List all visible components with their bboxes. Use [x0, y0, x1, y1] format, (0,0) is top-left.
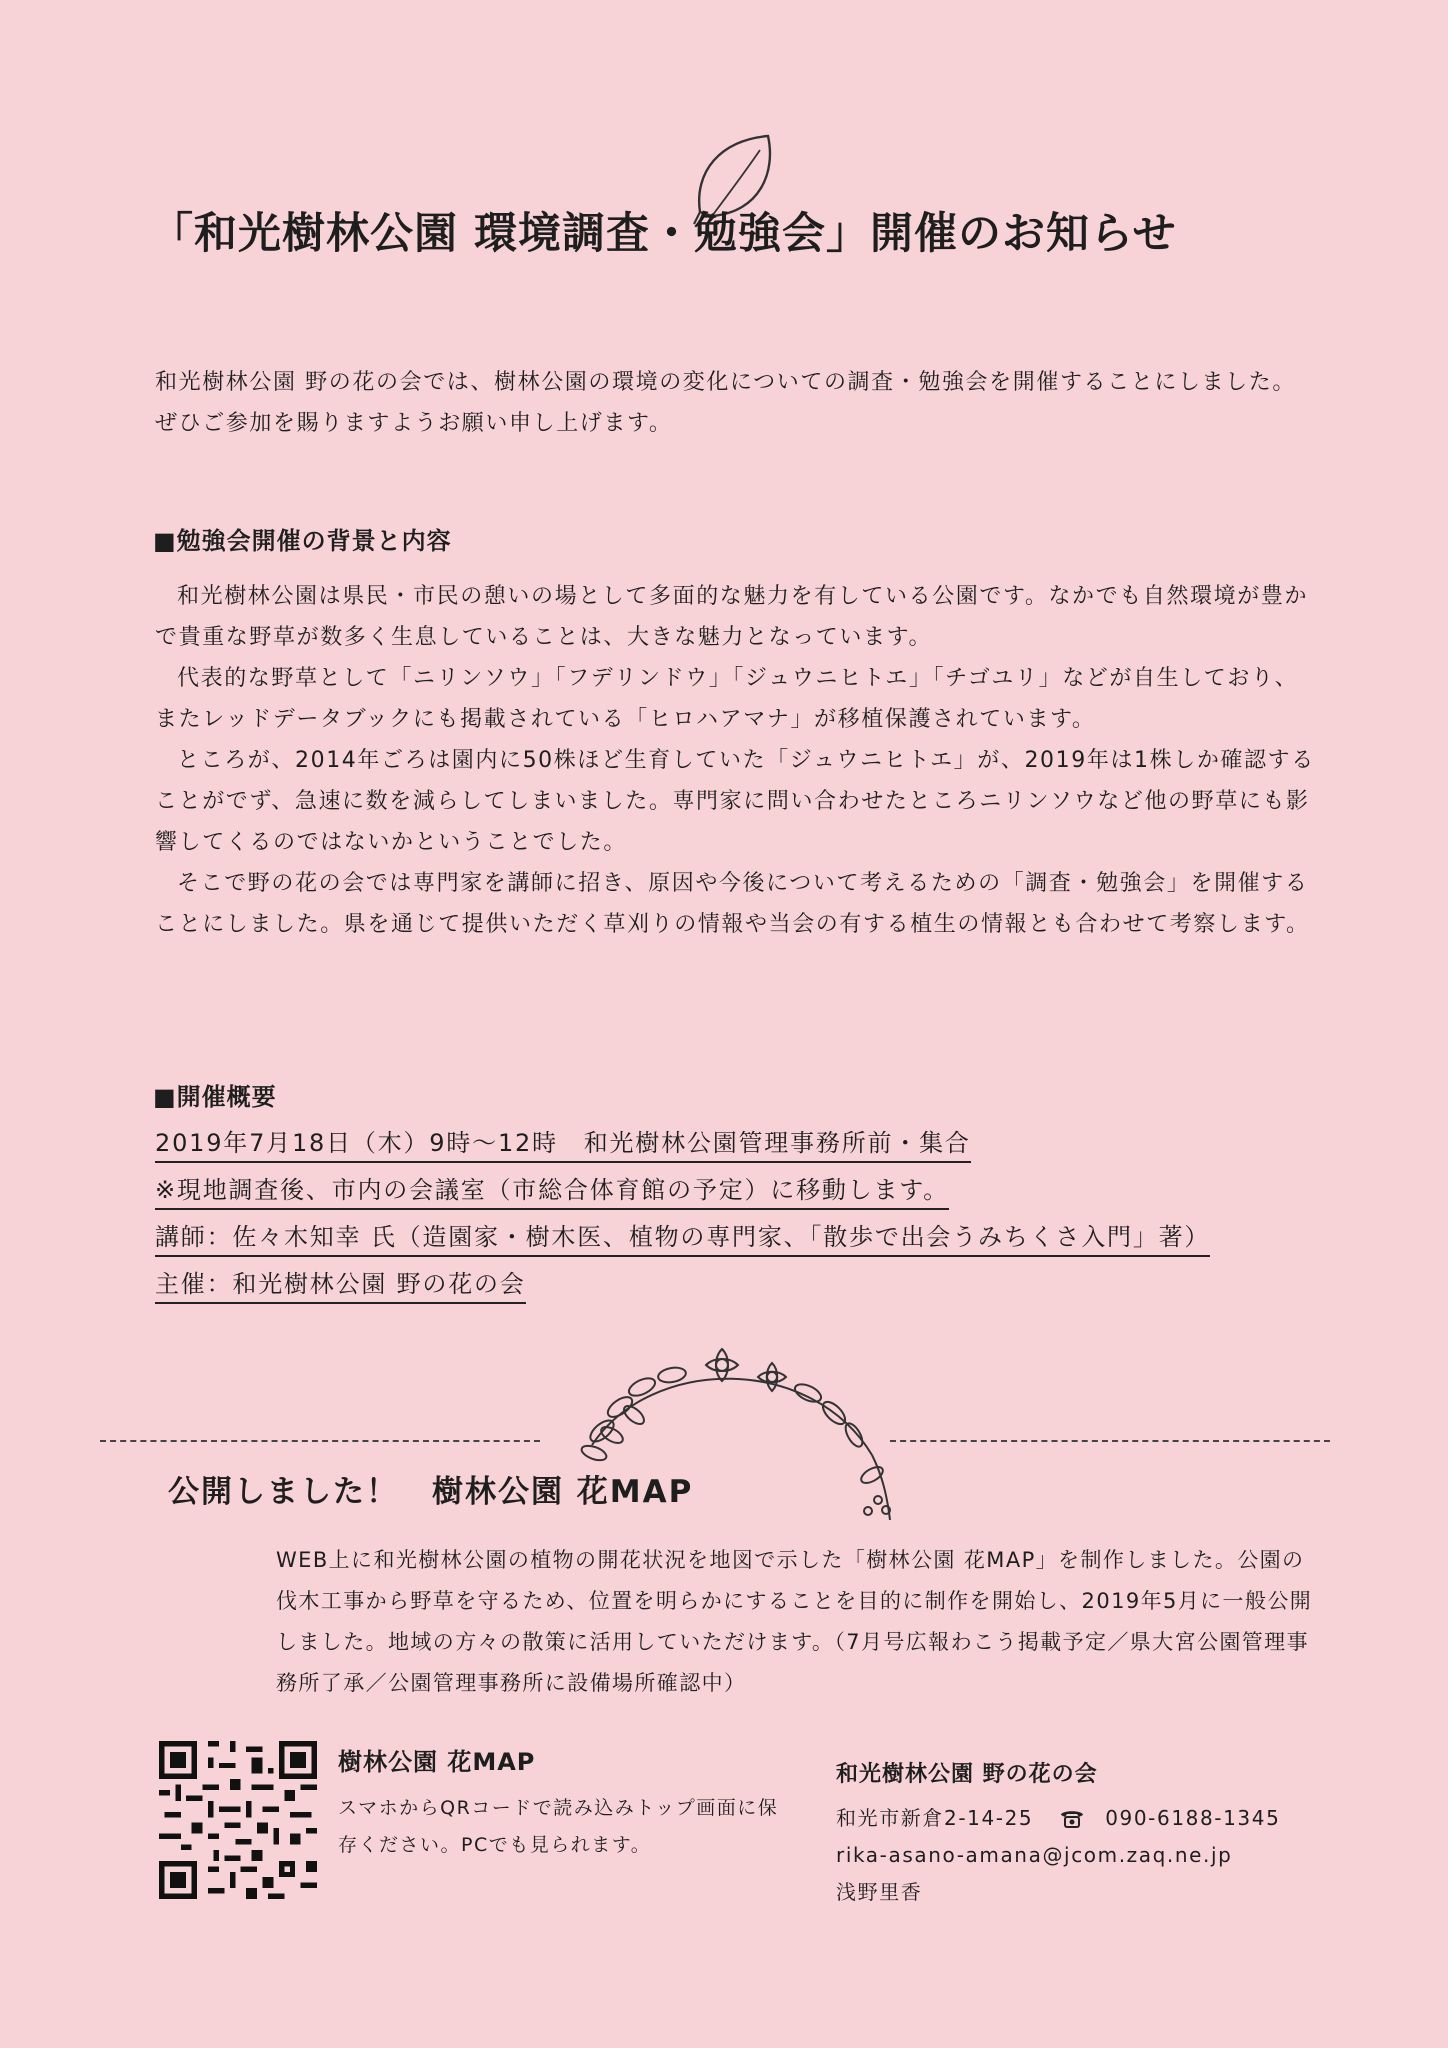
overview-heading: ■開催概要	[153, 1083, 277, 1111]
page-title: 「和光樹林公園 環境調査・勉強会」開催のお知らせ	[150, 209, 1177, 259]
map-section-body: WEB上に和光樹林公園の植物の開花状況を地図で示した「樹林公園 花MAP」を制作しました。公園の伐木工事から野草を守るため、位置を明らかにすることを目的に制作を開始し、2019年5月に一般公開しました。地域の方々の散策に活用していただけます。（7月号広報わこう掲載予定／県大宮公園管理事務所了承／公園管理事務所に設備場所確認中）	[276, 1548, 1313, 1695]
qr-code-icon[interactable]	[159, 1741, 317, 1899]
contact-address-line	[836, 1800, 1316, 1837]
contact-person: 浅野里香	[836, 1880, 923, 1904]
background-paragraph: そこで野の花の会では専門家を講師に招き、原因や今後について考えるための「調査・勉強会」を開催することにしました。県を通じて提供いただく草刈りの情報や当会の有する植生の情報とも合わせて考察します。	[155, 871, 1310, 937]
qr-title: 樹林公園 花MAP	[338, 1748, 536, 1776]
dashed-divider-right	[890, 1440, 1330, 1442]
contact-email[interactable]: rika-asano-amana@jcom.zaq.ne.jp	[836, 1843, 1233, 1867]
qr-instructions: スマホからQRコードで読み込みトップ画面に保存ください。PCでも見られます。	[338, 1797, 779, 1856]
intro-paragraph: 和光樹林公園 野の花の会では、樹林公園の環境の変化についての調査・勉強会を開催することにしました。ぜひご参加を賜りますようお願い申し上げます。	[155, 370, 1296, 436]
contact-organization: 和光樹林公園 野の花の会	[836, 1762, 1098, 1787]
contact-block	[836, 1757, 1316, 1911]
background-heading: ■勉強会開催の背景と内容	[153, 527, 452, 555]
background-paragraph: 和光樹林公園は県民・市民の憩いの場として多面的な魅力を有している公園です。なかでも自然環境が豊かで貴重な野草が数多く生息していることは、大きな魅力となっています。	[155, 584, 1309, 650]
contact-phone[interactable]: 090-6188-1345	[1105, 1806, 1281, 1830]
contact-address: 和光市新倉2-14-25	[836, 1806, 1034, 1830]
background-paragraph: ところが、2014年ごろは園内に50株ほど生育していた「ジュウニヒトエ」が、2019年は1株しか確認することがでず、急速に数を減らしてしまいました。専門家に問い合わせたところニリンソウなど他の野草にも影響してくるのではないかということでした。	[155, 748, 1315, 855]
overview-note-line: ※現地調査後、市内の会議室（市総合体育館の予定）に移動します。	[155, 1175, 1315, 1222]
background-paragraph: 代表的な野草として「ニリンソウ」「フデリンドウ」「ジュウニヒトエ」「チゴユリ」などが自生しており、またレッドデータブックにも掲載されている「ヒロハアマナ」が移植保護されています。	[155, 666, 1299, 732]
overview-host-line: 主催：和光樹林公園 野の花の会	[155, 1269, 1315, 1316]
map-section-heading: 公開しました！ 樹林公園 花MAP	[168, 1474, 694, 1510]
phone-icon	[1059, 1807, 1085, 1829]
overview-date-line: 2019年7月18日（木）9時～12時 和光樹林公園管理事務所前・集合	[155, 1128, 1315, 1175]
overview-details	[155, 1128, 1315, 1316]
overview-lecturer-line: 講師：佐々木知幸 氏（造園家・樹木医、植物の専門家、「散歩で出会うみちくさ入門」著）	[155, 1222, 1315, 1269]
dashed-divider-left	[100, 1440, 540, 1442]
background-body	[155, 576, 1315, 945]
